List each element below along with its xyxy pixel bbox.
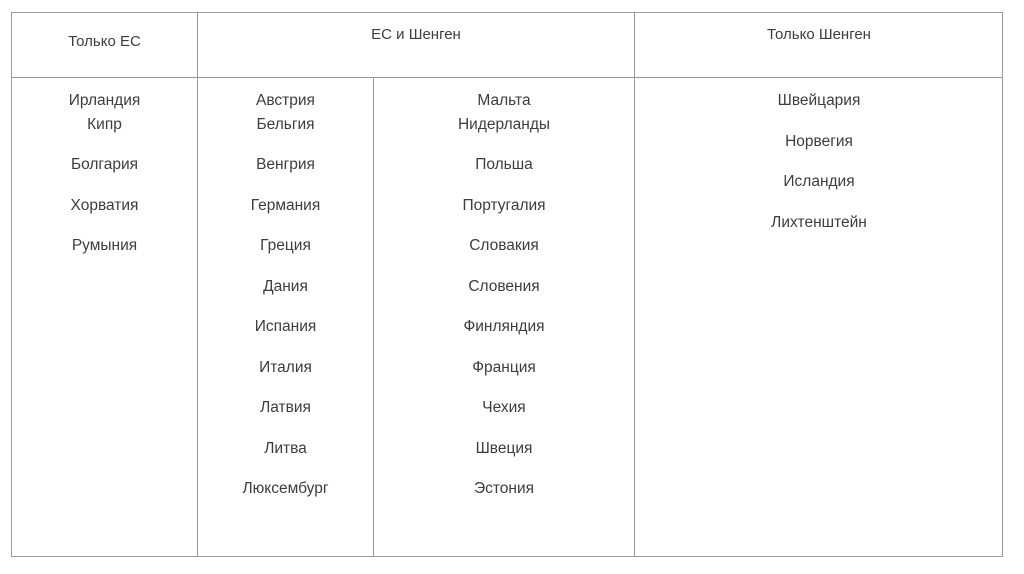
list-item: Швеция [475,440,533,457]
list-item: Словакия [469,237,539,254]
list-item: Словения [468,278,540,295]
list-item: Ирландия [68,92,141,109]
list-item: Хорватия [70,197,139,214]
list-item: Латвия [260,399,311,416]
list-only-eu [12,91,197,276]
list-item: Венгрия [256,156,315,173]
list-eu-schengen-right [374,91,634,503]
header-only-eu: Только ЕС [68,33,141,50]
list-item: Австрия [256,92,315,109]
list-item: Болгария [70,156,139,173]
list-item: Швейцария [777,92,861,109]
list-item: Дания [263,278,308,295]
list-eu-schengen-left [198,91,373,503]
list-item: Мальта [477,92,531,109]
list-item: Кипр [87,116,122,133]
list-item: Эстония [473,480,535,497]
list-item: Испания [254,318,317,335]
list-only-schengen [635,91,1003,237]
list-item: Греция [260,237,311,254]
list-item: Финляндия [463,318,545,335]
list-item: Италия [259,359,312,376]
header-eu-and-schengen: ЕС и Шенген [371,26,461,43]
list-item: Нидерланды [457,116,551,133]
list-item: Франция [472,359,536,376]
list-item: Чехия [482,399,526,416]
list-item: Люксембург [242,480,329,497]
list-item: Лихтенштейн [771,214,867,231]
header-only-schengen: Только Шенген [767,26,871,43]
list-item: Норвегия [785,133,853,150]
header-divider [11,77,1003,78]
list-item: Бельгия [256,116,315,133]
list-item: Германия [250,197,321,214]
list-item: Польша [475,156,533,173]
list-item: Румыния [71,237,138,254]
list-item: Исландия [783,173,855,190]
list-item: Литва [264,440,307,457]
list-item: Португалия [462,197,546,214]
